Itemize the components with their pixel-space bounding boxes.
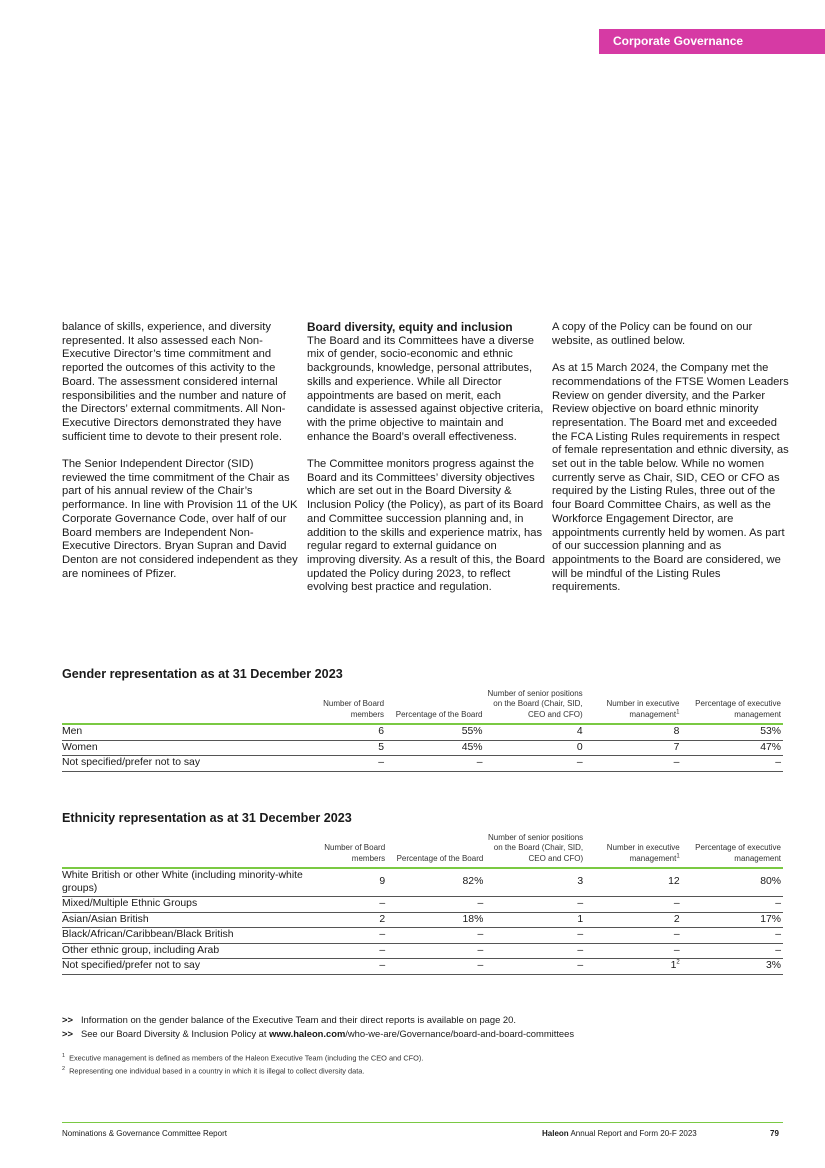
table-cell <box>682 959 783 975</box>
footnote <box>62 1064 423 1077</box>
row-label <box>62 959 311 975</box>
text-column-1 <box>62 321 300 595</box>
table-cell <box>585 724 682 740</box>
header-cell: Number of Board members <box>324 843 386 863</box>
cell-text: – <box>379 960 386 972</box>
cell-text: 1 <box>670 960 677 972</box>
table-cell <box>311 959 388 975</box>
paragraph: The Board and its Committees have a diverse mix of gender, socio-economic and ethnic backgrounds, knowledge, personal attributes, skills and experience. While all Director appointments are based on merit, each candidate is assessed against objective criteria, with the prime objective to maintain and enhance the Board’s overall effectiveness. <box>307 334 544 443</box>
table-cell <box>309 756 386 772</box>
table-cell <box>682 912 783 928</box>
table-cell <box>485 724 585 740</box>
row-label <box>62 897 311 913</box>
header-cell: Number of senior positions on the Board (Chair, SID, CEO and CFO) <box>488 833 584 863</box>
cell-text: Asian/Asian British <box>62 913 149 925</box>
cell-text: 53% <box>760 726 781 738</box>
cell-text: White British or other White (including minority-white groups) <box>62 870 303 894</box>
text-column-3 <box>552 321 790 609</box>
table-cell <box>311 943 388 959</box>
table-cell <box>386 724 484 740</box>
cell-text: 4 <box>576 726 583 738</box>
table-cell <box>585 756 682 772</box>
footnote-marker: 2 <box>676 959 680 966</box>
header-cell: Percentage of the Board <box>396 853 484 863</box>
paragraph: balance of skills, experience, and diversity represented. It also assessed each Non-Executive Director’s time commitment and reported the outcomes of this activity to the Board. The assessment considered internal responsibilities and the number and nature of the Directors’ external commitments. All Non-Executive Directors demonstrated they have sufficient time to devote to their present role. <box>62 321 286 443</box>
cell-text: 9 <box>379 876 386 888</box>
page-number: 79 <box>770 1129 779 1138</box>
cell-text: Black/African/Caribbean/Black British <box>62 929 234 941</box>
table-header-row <box>62 833 783 868</box>
footnotes <box>62 1051 423 1076</box>
cell-text: 6 <box>378 726 385 738</box>
table-cell <box>309 724 386 740</box>
table-row <box>62 928 783 944</box>
note-item <box>62 1027 574 1041</box>
table-row <box>62 959 783 975</box>
header-text: Number in executive management <box>606 699 680 719</box>
header-cell <box>62 833 311 868</box>
cell-text: Men <box>62 726 83 738</box>
table-cell <box>585 912 682 928</box>
report-name: Annual Report and Form 20-F 2023 <box>570 1129 697 1138</box>
table-row <box>62 724 783 740</box>
cell-text: 82% <box>462 876 484 888</box>
cell-text: 8 <box>673 726 680 738</box>
table-cell <box>682 928 783 944</box>
cell-text: Not specified/prefer not to say <box>62 757 201 769</box>
table-cell <box>387 943 485 959</box>
footnote-number: 1 <box>62 1053 66 1059</box>
table-cell <box>681 724 783 740</box>
cell-text: – <box>775 944 781 956</box>
row-label <box>62 868 311 897</box>
cell-text: – <box>477 944 484 956</box>
table-cell <box>682 943 783 959</box>
table-cell <box>585 943 682 959</box>
arrow-icon: >> <box>62 1027 73 1039</box>
cell-text: Mixed/Multiple Ethnic Groups <box>62 898 198 910</box>
cell-text: 7 <box>673 741 680 753</box>
brand-name: Haleon <box>542 1129 569 1138</box>
paragraph: The Committee monitors progress against the Board and its Committees’ diversity objectives which are set out in the Board Diversity & Inclusion Policy (the Policy), as part of its Board and Committee succession planning and, in addition to the skills and experience matrix, has regular regard to external guidance on improving diversity. As a result of this, the Board updated the Policy during 2023, to reflect evolving best practice and regulation. <box>307 458 545 594</box>
table-cell <box>311 912 388 928</box>
cell-text: – <box>476 757 483 769</box>
table-cell <box>485 959 585 975</box>
table-row <box>62 740 783 756</box>
table-cell <box>311 928 388 944</box>
table-row <box>62 756 783 772</box>
section-tag: Corporate Governance <box>599 29 825 54</box>
note-text: See our Board Diversity & Inclusion Policy at <box>80 1027 270 1039</box>
table-cell <box>585 740 682 756</box>
table-cell <box>485 912 585 928</box>
table-cell <box>585 897 682 913</box>
table-cell <box>485 897 585 913</box>
footer-report <box>542 1129 697 1138</box>
cell-text: – <box>775 929 781 941</box>
header-cell <box>585 689 682 724</box>
cell-text: – <box>379 929 386 941</box>
table-cell <box>387 912 485 928</box>
cell-text: 1 <box>577 913 584 925</box>
table-row <box>62 897 783 913</box>
row-label <box>62 912 311 928</box>
cell-text: 47% <box>760 741 781 753</box>
footer-divider <box>62 1122 783 1123</box>
cell-text: 17% <box>760 913 781 925</box>
header-cell: Percentage of the Board <box>395 709 483 719</box>
cell-text: Women <box>62 741 98 753</box>
table-cell <box>681 740 783 756</box>
cell-text: – <box>775 757 781 769</box>
header-cell <box>62 689 309 724</box>
table-cell <box>485 740 585 756</box>
table-cell <box>485 756 585 772</box>
cell-text: – <box>577 960 584 972</box>
row-label <box>62 740 309 756</box>
table-cell <box>387 868 485 897</box>
table-cell <box>386 756 484 772</box>
header-cell: Number of Board members <box>323 699 385 719</box>
header-cell <box>585 833 682 868</box>
header-cell: Percentage of executive management <box>695 699 781 719</box>
table-cell <box>311 897 388 913</box>
cell-text: – <box>576 757 583 769</box>
cell-text: 3% <box>765 960 781 972</box>
cell-text: 80% <box>760 876 781 888</box>
cell-text: – <box>378 757 385 769</box>
cell-text: 55% <box>461 726 483 738</box>
cell-text: – <box>379 898 386 910</box>
cell-text: – <box>775 898 781 910</box>
cell-text: 0 <box>576 741 583 753</box>
cell-text: – <box>477 960 484 972</box>
text-column-2 <box>307 321 545 609</box>
gender-table-title: Gender representation as at 31 December 2023 <box>62 667 343 681</box>
table-cell <box>387 897 485 913</box>
policy-link-domain[interactable]: www.haleon.com <box>269 1027 346 1039</box>
cell-text: Not specified/prefer not to say <box>62 960 201 972</box>
cell-text: – <box>577 929 584 941</box>
table-row <box>62 868 783 897</box>
table-cell <box>485 868 585 897</box>
cell-text: – <box>477 898 484 910</box>
cell-text: 2 <box>379 913 386 925</box>
cell-text: – <box>577 944 584 956</box>
table-cell <box>309 740 386 756</box>
cell-text: 18% <box>462 913 484 925</box>
table-cell <box>585 868 682 897</box>
table-cell <box>485 928 585 944</box>
row-label <box>62 724 309 740</box>
note-item <box>62 1013 574 1027</box>
cell-text: 2 <box>673 913 680 925</box>
cell-text: – <box>673 757 680 769</box>
footer-section-name: Nominations & Governance Committee Report <box>62 1129 227 1138</box>
paragraph: As at 15 March 2024, the Company met the recommendations of the FTSE Women Leaders Review on gender diversity, and the Parker Review objective on board ethnic minority representation. The Board met and exceeded the FCA Listing Rules requirements in respect of female representation and ethnic diversity, as set out in the table below. While no women currently serve as Chair, SID, CEO or CFO as required by the Listing Rules, three out of the four Board Committee Chairs, as well as the Workforce Engagement Director, are appointments currently held by women. As part of our succession planning and as appointments to the Board are considered, we will be mindful of the Listing Rules requirements. <box>552 362 789 594</box>
note-text: Information on the gender balance of the Executive Team and their direct reports is available on page 20. <box>80 1014 516 1025</box>
ethnicity-table-title: Ethnicity representation as at 31 December 2023 <box>62 811 352 825</box>
cell-text: 3 <box>577 876 584 888</box>
footnote-text: Executive management is defined as members of the Haleon Executive Team (including the CEO and CFO). <box>69 1053 424 1063</box>
paragraph: The Senior Independent Director (SID) reviewed the time commitment of the Chair as part of his annual review of the Chair’s performance. In line with Provision 11 of the UK Corporate Governance Code, over half of our Board members are Independent Non-Executive Directors. Bryan Supran and David Denton are not considered independent as they are nominees of Pfizer. <box>62 458 298 580</box>
cell-text: – <box>673 929 680 941</box>
header-text: Number in executive management <box>606 843 680 863</box>
header-cell: Number of senior positions on the Board (Chair, SID, CEO and CFO) <box>487 689 583 719</box>
table-cell <box>485 943 585 959</box>
table-cell <box>585 959 682 975</box>
table-header-row <box>62 689 783 724</box>
section-heading: Board diversity, equity and inclusion <box>307 320 513 334</box>
table-row <box>62 943 783 959</box>
cell-text: 45% <box>461 741 483 753</box>
ethnicity-table <box>62 833 783 975</box>
arrow-icon: >> <box>62 1014 73 1025</box>
table-cell <box>585 928 682 944</box>
table-row <box>62 912 783 928</box>
footnote-text: Representing one individual based in a country in which it is illegal to collect diversity data. <box>69 1066 365 1076</box>
paragraph: A copy of the Policy can be found on our website, as outlined below. <box>552 321 753 347</box>
footnote-number: 2 <box>62 1065 66 1072</box>
table-cell <box>682 868 783 897</box>
cell-text: – <box>673 944 680 956</box>
cell-text: – <box>379 944 386 956</box>
footnote-marker: 1 <box>676 709 680 716</box>
notes <box>62 1013 574 1040</box>
table-cell <box>681 756 783 772</box>
cell-text: 5 <box>378 741 385 753</box>
cell-text: – <box>577 898 584 910</box>
table-cell <box>311 868 388 897</box>
header-cell: Percentage of executive management <box>695 843 781 863</box>
row-label <box>62 943 311 959</box>
table-cell <box>386 740 484 756</box>
cell-text: Other ethnic group, including Arab <box>62 944 220 956</box>
row-label <box>62 928 311 944</box>
cell-text: 12 <box>668 876 680 888</box>
table-cell <box>387 928 485 944</box>
table-cell <box>387 959 485 975</box>
policy-link-path[interactable]: /who-we-are/Governance/board-and-board-committees <box>345 1027 575 1039</box>
cell-text: – <box>477 929 484 941</box>
cell-text: – <box>673 898 680 910</box>
table-cell <box>682 897 783 913</box>
footnote-marker: 1 <box>676 853 680 860</box>
footnote <box>62 1051 423 1064</box>
row-label <box>62 756 309 772</box>
gender-table <box>62 689 783 772</box>
